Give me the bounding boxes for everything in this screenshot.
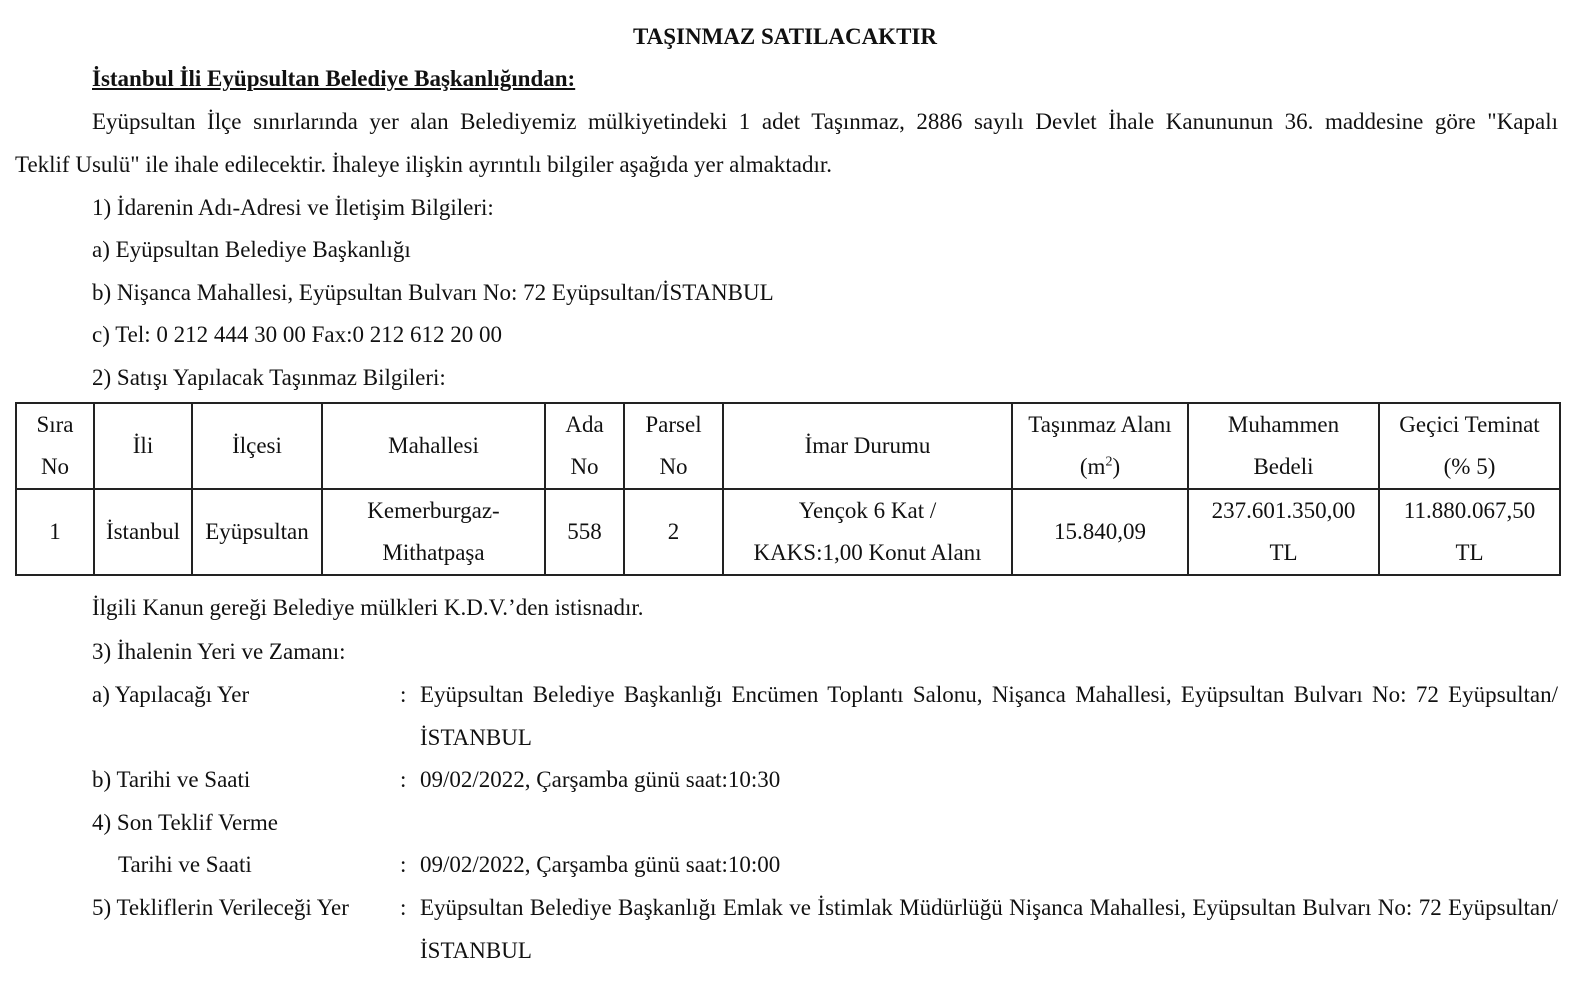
date-label: b) Tarihi ve Saati <box>92 767 251 792</box>
section-1-title: 1) İdarenin Adı-Adresi ve İletişim Bilgileri: <box>92 195 494 220</box>
cell-bedel: 237.601.350,00 TL <box>1188 489 1379 575</box>
header-imar-durumu: İmar Durumu <box>723 403 1012 489</box>
administration-address: b) Nişanca Mahallesi, Eyüpsultan Bulvarı No: 72 Eyüpsultan/İSTANBUL <box>92 280 774 305</box>
deadline-value: 09/02/2022, Çarşamba günü saat:10:00 <box>420 852 781 877</box>
cell-sira: 1 <box>16 489 94 575</box>
table-row <box>16 489 1560 575</box>
submission-place-label: 5) Tekliflerin Verileceği Yer <box>92 895 349 920</box>
section-3-title: 3) İhalenin Yeri ve Zamanı: <box>92 639 346 664</box>
cell-imar: Yençok 6 Kat / KAKS:1,00 Konut Alanı <box>723 489 1012 575</box>
cell-alan: 15.840,09 <box>1012 489 1188 575</box>
deadline-colon: : <box>400 852 407 877</box>
date-value: 09/02/2022, Çarşamba günü saat:10:30 <box>420 767 781 792</box>
table-header-row <box>16 403 1560 489</box>
cell-ili: İstanbul <box>94 489 192 575</box>
submission-place-value: Eyüpsultan Belediye Başkanlığı Emlak ve İstimlak Müdürlüğü Nişanca Mahallesi, Eyüpsultan Bulvarı No: 72 Eyüpsultan/İSTANBUL <box>420 895 1558 963</box>
cell-ilcesi: Eyüpsultan <box>192 489 322 575</box>
header-mahallesi: Mahallesi <box>322 403 545 489</box>
venue-colon: : <box>400 682 407 707</box>
intro-paragraph-line-2: Teklif Usulü" ile ihale edilecektir. İhaleye ilişkin ayrıntılı bilgiler aşağıda yer almaktadır. <box>15 152 832 177</box>
submission-colon: : <box>400 895 407 920</box>
venue-label: a) Yapılacağı Yer <box>92 682 250 707</box>
page-title: TAŞINMAZ SATILACAKTIR <box>633 24 937 49</box>
date-colon: : <box>400 767 407 792</box>
administration-name: a) Eyüpsultan Belediye Başkanlığı <box>92 237 411 262</box>
section-2-title: 2) Satışı Yapılacak Taşınmaz Bilgileri: <box>92 365 446 390</box>
venue-value: Eyüpsultan Belediye Başkanlığı Encümen Toplantı Salonu, Nişanca Mahallesi, Eyüpsultan Bulvarı No: 72 Eyüpsultan/İSTANBUL <box>420 682 1558 750</box>
vat-note: İlgili Kanun gereği Belediye mülkleri K.D.V.’den istisnadır. <box>92 595 644 620</box>
property-table <box>15 402 1561 576</box>
cell-teminat: 11.880.067,50 TL <box>1379 489 1560 575</box>
header-muhammen-bedeli: Muhammen Bedeli <box>1188 403 1379 489</box>
header-ilcesi: İlçesi <box>192 403 322 489</box>
cell-parsel: 2 <box>624 489 723 575</box>
issuer-heading: İstanbul İli Eyüpsultan Belediye Başkanlığından: <box>92 66 576 91</box>
deadline-label-2: Tarihi ve Saati <box>118 852 252 877</box>
header-parsel-no: Parsel No <box>624 403 723 489</box>
header-ada-no: Ada No <box>545 403 624 489</box>
cell-mahallesi: Kemerburgaz- Mithatpaşa <box>322 489 545 575</box>
header-tasinmaz-alani: Taşınmaz Alanı $(m^2)$ <box>1012 403 1188 489</box>
administration-contact: c) Tel: 0 212 444 30 00 Fax:0 212 612 20 00 <box>92 322 503 347</box>
header-ili: İli <box>94 403 192 489</box>
deadline-label: 4) Son Teklif Verme <box>92 810 278 835</box>
cell-ada: 558 <box>545 489 624 575</box>
header-gecici-teminat: Geçici Teminat (% 5) <box>1379 403 1560 489</box>
intro-paragraph-line-1: Eyüpsultan İlçe sınırlarında yer alan Belediyemiz mülkiyetindeki 1 adet Taşınmaz, 2886 sayılı Devlet İhale Kanununun 36. maddesine göre "Kapalı <box>92 109 1558 134</box>
header-sira-no: Sıra No <box>16 403 94 489</box>
